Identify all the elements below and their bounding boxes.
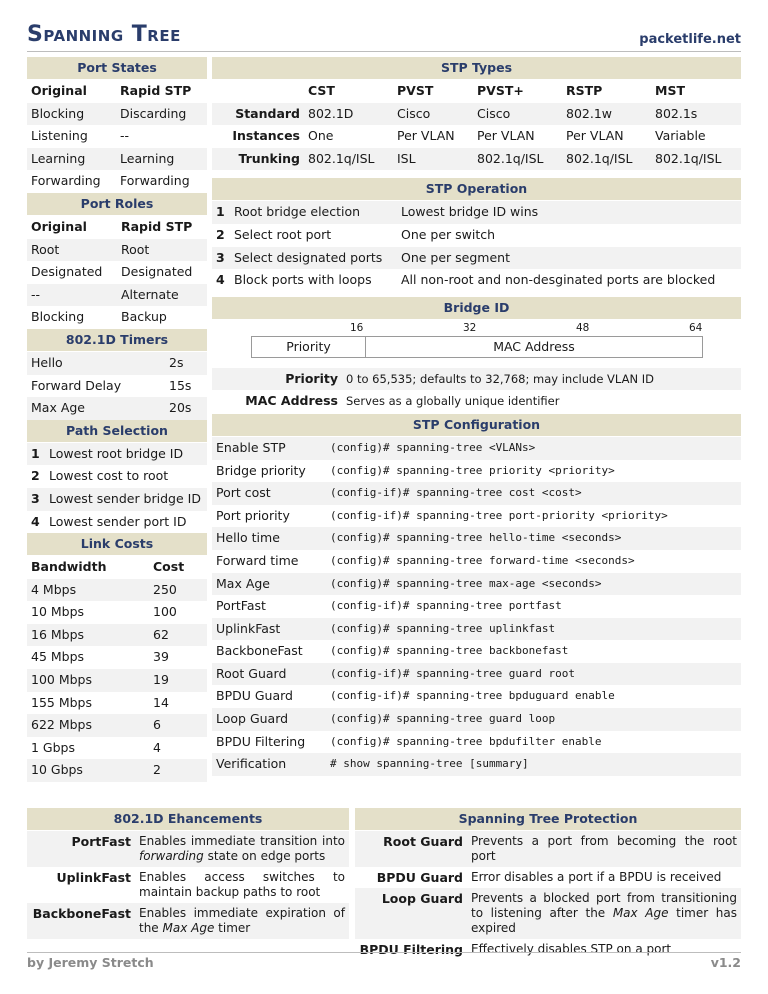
cell: One per switch <box>401 226 496 242</box>
cell: -- <box>120 128 130 144</box>
cell: Designated <box>31 264 103 280</box>
table-row <box>27 669 207 692</box>
author-credit: by Jeremy Stretch <box>27 955 154 970</box>
cell: PortFast <box>216 598 266 614</box>
cell: Per VLAN <box>477 128 535 144</box>
bridge-id-table <box>212 368 741 413</box>
text: timer has expired <box>471 906 737 935</box>
command-cell: (config-if)# spanning-tree cost <cost> <box>326 482 741 505</box>
row-header: BPDU Filtering <box>359 942 463 957</box>
table-row <box>212 148 741 171</box>
cell: 15s <box>169 377 192 393</box>
right-column <box>212 57 741 776</box>
table-row <box>27 511 207 534</box>
cell: Loop Guard <box>212 708 326 731</box>
page-header <box>27 20 741 52</box>
link-costs-col-bandwidth: Bandwidth <box>31 559 107 575</box>
text: Enables immediate transition into <box>139 834 345 848</box>
command-cell: (config)# spanning-tree priority <priority> <box>330 463 615 477</box>
cell: Cisco <box>473 103 562 126</box>
table-row <box>212 595 741 618</box>
table-row <box>27 170 207 193</box>
cell: Select root port <box>234 226 332 242</box>
cell: 14 <box>153 694 169 710</box>
cell <box>135 831 349 867</box>
table-row <box>27 646 207 669</box>
command-cell: (config-if)# spanning-tree port-priority <priority> <box>330 508 668 522</box>
stp-types-corner <box>212 80 304 103</box>
table-row <box>27 284 207 307</box>
table-row <box>212 731 741 754</box>
timers-table <box>27 352 207 420</box>
stp-types-col-pvst: PVST <box>397 83 434 98</box>
cell: 1 Gbps <box>31 739 75 755</box>
row-header: Trunking <box>212 148 304 171</box>
row-header: Instances <box>232 128 300 144</box>
cell: Port cost <box>212 482 326 505</box>
cell <box>467 867 741 888</box>
bridge-id-heading: Bridge ID <box>212 297 741 319</box>
cell: Root Guard <box>212 663 326 686</box>
table-row <box>212 527 741 550</box>
bit-tick: 48 <box>576 321 590 334</box>
cell: 2 <box>149 759 207 782</box>
table-row <box>27 488 207 511</box>
site-link[interactable]: packetlife.net <box>639 32 741 47</box>
stp-types-col-rstp: RSTP <box>566 83 603 98</box>
text: Prevents a blocked port from transitioning to listening after the <box>471 891 737 920</box>
cell <box>467 831 741 867</box>
stp-operation-heading: STP Operation <box>212 178 741 200</box>
table-row <box>355 867 741 888</box>
row-header: Standard <box>212 103 304 126</box>
cell: 39 <box>153 649 169 665</box>
cell: 19 <box>149 669 207 692</box>
row-header: UplinkFast <box>56 870 131 885</box>
row-header: Priority <box>212 368 342 391</box>
cell: 622 Mbps <box>27 714 149 737</box>
page-title: Spanning Tree <box>27 22 181 47</box>
cell: UplinkFast <box>212 618 326 641</box>
port-states-heading: Port States <box>27 57 207 79</box>
text: Prevents a port from becoming the root port <box>471 834 737 863</box>
stp-config-table <box>212 437 741 776</box>
cell: 802.1q/ISL <box>562 148 651 171</box>
table-row <box>27 714 207 737</box>
cell: BPDU Guard <box>216 688 293 704</box>
table-row <box>212 550 741 573</box>
command-cell: (config-if)# spanning-tree bpduguard enable <box>330 689 615 703</box>
text: Effectively disables STP on a port <box>471 942 672 956</box>
cell: Alternate <box>117 284 207 307</box>
table-row <box>27 375 207 398</box>
emphasis: forwarding <box>139 849 204 863</box>
table-row <box>27 759 207 782</box>
bit-tick: 32 <box>463 321 477 334</box>
cell: Verification <box>212 753 326 776</box>
table-row <box>212 247 741 270</box>
bit-tick: 64 <box>689 321 703 334</box>
timers-heading: 802.1D Timers <box>27 329 207 351</box>
text: Error disables a port if a BPDU is received <box>471 870 722 884</box>
text: Enables access switches to maintain backup paths to root <box>139 870 345 899</box>
cell: 4 Mbps <box>27 579 149 602</box>
cell: Lowest sender bridge ID <box>45 488 207 511</box>
table-row <box>212 460 741 483</box>
cell: 4 <box>31 513 40 529</box>
table-row <box>212 505 741 528</box>
table-row <box>212 269 741 292</box>
cell: Forwarding <box>31 173 101 189</box>
text: state on edge ports <box>203 849 326 863</box>
table-row <box>27 579 207 602</box>
cell: 20s <box>165 397 207 420</box>
cell: Bridge priority <box>216 462 306 478</box>
cell: 6 <box>149 714 207 737</box>
port-roles-table <box>27 216 207 329</box>
cell: Max Age <box>212 573 326 596</box>
command-cell: (config)# spanning-tree hello-time <seconds> <box>326 527 741 550</box>
table-row <box>212 640 741 663</box>
row-header: Root Guard <box>355 831 467 867</box>
cell: Forwarding <box>120 173 190 189</box>
table-row <box>27 443 207 466</box>
cell: Hello time <box>212 527 326 550</box>
cell <box>135 903 349 939</box>
cell: Discarding <box>116 103 207 126</box>
table-row <box>27 261 207 284</box>
cell <box>467 888 741 939</box>
emphasis: Max Age <box>612 906 669 920</box>
stp-types-heading: STP Types <box>212 57 741 79</box>
cell: Root bridge election <box>230 201 397 224</box>
table-row <box>27 903 349 939</box>
table-row <box>355 831 741 867</box>
cell: 45 Mbps <box>31 649 85 665</box>
bit-tick: 16 <box>350 321 364 334</box>
row-header: PortFast <box>27 831 135 867</box>
table-row <box>27 601 207 624</box>
cell: 2 <box>31 468 40 484</box>
cell <box>135 867 349 903</box>
mac-address-field-box: MAC Address <box>365 336 703 358</box>
cell: 10 Mbps <box>31 604 85 620</box>
cell: One per segment <box>397 247 741 270</box>
row-header: Loop Guard <box>355 888 467 939</box>
command-cell: (config-if)# spanning-tree guard root <box>326 663 741 686</box>
cell: 802.1q/ISL <box>473 148 562 171</box>
table-row <box>27 352 207 375</box>
table-row <box>27 148 207 171</box>
cell: 3 <box>27 488 45 511</box>
cell: 62 <box>149 624 207 647</box>
cell: Variable <box>655 128 706 144</box>
command-cell: (config)# spanning-tree backbonefast <box>330 644 569 658</box>
cell: Hello <box>27 352 165 375</box>
cell: Designated <box>121 264 193 280</box>
table-row <box>27 867 349 903</box>
table-row <box>212 663 741 686</box>
link-costs-col-cost: Cost <box>153 559 185 575</box>
page-footer <box>27 952 741 972</box>
table-row <box>212 437 741 460</box>
port-states-col-rstp: Rapid STP <box>120 83 192 98</box>
cell: 4 <box>216 272 225 288</box>
stp-operation-table <box>212 201 741 291</box>
cell: Lowest bridge ID wins <box>397 201 741 224</box>
cell: Serves as a globally unique identifier <box>346 394 560 409</box>
port-states-col-original: Original <box>31 83 87 98</box>
cell: Block ports with loops <box>234 272 372 288</box>
port-roles-col-original: Original <box>31 218 87 234</box>
table-row <box>212 368 741 391</box>
stp-config-heading: STP Configuration <box>212 414 741 436</box>
stp-types-col-pvstplus: PVST+ <box>477 83 524 98</box>
cell: Lowest root bridge ID <box>45 443 207 466</box>
link-costs-heading: Link Costs <box>27 533 207 555</box>
command-cell: (config)# spanning-tree bpdufilter enable <box>330 734 602 748</box>
left-column <box>27 57 207 782</box>
port-roles-col-rstp: Rapid STP <box>121 218 193 234</box>
text: timer <box>214 921 251 935</box>
protection-section <box>355 808 741 960</box>
cell: 100 <box>153 604 177 620</box>
table-row <box>212 482 741 505</box>
command-cell: (config)# spanning-tree uplinkfast <box>326 618 741 641</box>
table-row <box>212 685 741 708</box>
text: Enables immediate expiration of the <box>139 906 345 935</box>
cell: 0 to 65,535; defaults to 32,768; may include VLAN ID <box>342 368 741 391</box>
command-cell: (config)# spanning-tree max-age <seconds> <box>326 573 741 596</box>
table-row <box>212 125 741 148</box>
cell: 250 <box>149 579 207 602</box>
cell: Max Age <box>27 397 165 420</box>
table-row <box>212 390 741 413</box>
command-cell: # show spanning-tree [summary] <box>326 753 741 776</box>
cell: 802.1q/ISL <box>304 148 393 171</box>
cell: Enable STP <box>212 437 326 460</box>
cell: 802.1s <box>651 103 741 126</box>
cell: 10 Gbps <box>27 759 149 782</box>
cell: 4 <box>153 739 161 755</box>
cell: ISL <box>393 148 473 171</box>
table-row <box>27 624 207 647</box>
cell: 16 Mbps <box>27 624 149 647</box>
emphasis: Max Age <box>162 921 215 935</box>
cell: BackboneFast <box>216 643 303 659</box>
enhancements-heading: 802.1D Ehancements <box>27 808 349 830</box>
stp-types-col-cst: CST <box>308 83 335 98</box>
cell: Per VLAN <box>397 128 455 144</box>
table-row <box>212 708 741 731</box>
table-row <box>212 618 741 641</box>
table-row <box>355 888 741 939</box>
cell: Learning <box>27 148 116 171</box>
command-cell: (config-if)# spanning-tree portfast <box>330 599 562 613</box>
cell: 802.1q/ISL <box>651 148 741 171</box>
stp-types-table <box>212 80 741 170</box>
command-cell: (config)# spanning-tree forward-time <seconds> <box>330 553 635 567</box>
cell: Forward time <box>216 552 299 568</box>
cell: Select designated ports <box>230 247 397 270</box>
cell: 802.1D <box>304 103 393 126</box>
row-header: BackboneFast <box>27 903 135 939</box>
table-row <box>27 397 207 420</box>
cell: 100 Mbps <box>27 669 149 692</box>
cell: Root <box>117 239 207 262</box>
cell: 802.1w <box>562 103 651 126</box>
command-cell: (config)# spanning-tree <VLANs> <box>326 437 741 460</box>
cell: BPDU Filtering <box>216 733 306 749</box>
table-row <box>27 306 207 329</box>
row-header: BPDU Guard <box>376 870 463 885</box>
cell: Backup <box>121 309 167 325</box>
cell: 1 <box>212 201 230 224</box>
enhancements-table <box>27 831 349 939</box>
cell: Lowest sender port ID <box>49 513 187 529</box>
cell: 155 Mbps <box>31 694 92 710</box>
table-row <box>27 465 207 488</box>
cell: Port priority <box>216 507 290 523</box>
command-cell: (config)# spanning-tree guard loop <box>326 708 741 731</box>
cell: Blocking <box>31 309 85 325</box>
table-row <box>27 239 207 262</box>
port-roles-heading: Port Roles <box>27 193 207 215</box>
cell: 1 <box>27 443 45 466</box>
table-row <box>27 831 349 867</box>
link-costs-table <box>27 556 207 782</box>
cell: One <box>308 128 334 144</box>
bridge-id-diagram <box>212 320 741 368</box>
priority-field-box: Priority <box>251 336 366 358</box>
table-row <box>27 737 207 760</box>
table-row <box>27 103 207 126</box>
cell: 3 <box>212 247 230 270</box>
cell: Cisco <box>393 103 473 126</box>
cell: Per VLAN <box>566 128 624 144</box>
cell: Forward Delay <box>31 377 122 393</box>
version-label: v1.2 <box>710 955 741 970</box>
stp-types-col-mst: MST <box>655 83 685 98</box>
table-row <box>27 692 207 715</box>
path-selection-heading: Path Selection <box>27 420 207 442</box>
cell: Blocking <box>27 103 116 126</box>
cell: 2s <box>165 352 207 375</box>
enhancements-section <box>27 808 349 939</box>
cell: Learning <box>116 148 207 171</box>
cell: All non-root and non-desginated ports are blocked <box>401 272 716 288</box>
cell: Lowest cost to root <box>49 468 169 484</box>
table-row <box>212 224 741 247</box>
port-states-table <box>27 80 207 193</box>
table-row <box>27 125 207 148</box>
cell: Listening <box>31 128 88 144</box>
cell: 2 <box>216 226 225 242</box>
table-row <box>212 753 741 776</box>
table-row <box>212 201 741 224</box>
cell: -- <box>27 284 117 307</box>
row-header: MAC Address <box>245 393 338 409</box>
table-row <box>212 573 741 596</box>
protection-heading: Spanning Tree Protection <box>355 808 741 830</box>
protection-table <box>355 831 741 960</box>
table-row <box>212 103 741 126</box>
cell: Root <box>27 239 117 262</box>
path-selection-table <box>27 443 207 533</box>
